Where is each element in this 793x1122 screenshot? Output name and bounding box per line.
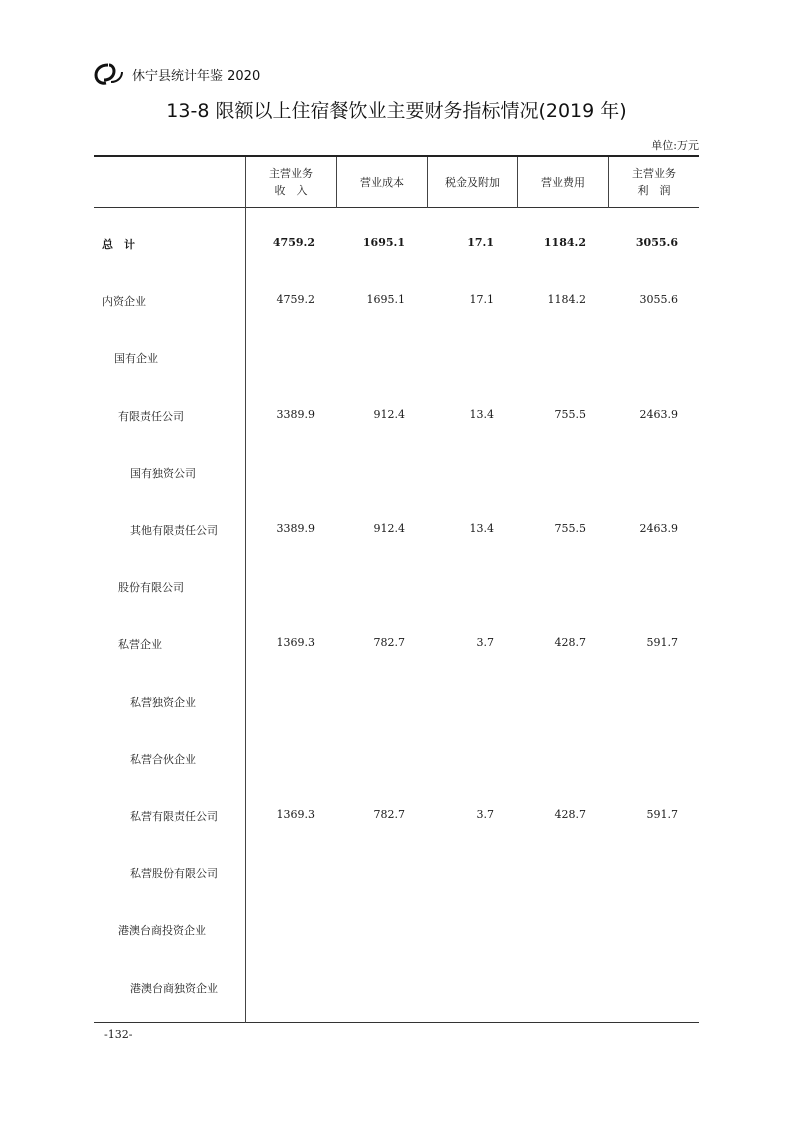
table-cell: 428.7: [554, 636, 586, 650]
table-row: [94, 694, 699, 714]
table-cell: 1369.3: [276, 808, 315, 821]
page-number: -132-: [104, 1028, 133, 1041]
row-label: 股份有限公司: [118, 581, 184, 595]
table-cell: 1695.1: [366, 293, 405, 307]
row-label: 港澳台商投资企业: [118, 924, 206, 938]
column-header-line: 营业费用: [541, 175, 585, 189]
table-row: [94, 808, 699, 828]
column-header-operating-expenses: [518, 157, 608, 207]
table-cell: 4759.2: [272, 236, 315, 249]
column-header-taxes: [428, 157, 517, 207]
row-label: 私营独资企业: [130, 695, 196, 709]
table-cell: 17.1: [469, 293, 494, 307]
table-row: [94, 922, 699, 942]
row-label: 内资企业: [102, 295, 146, 309]
table-row: [94, 465, 699, 485]
table-cell: 3055.6: [635, 236, 678, 249]
page-title: 13-8 限额以上住宿餐饮业主要财务指标情况(2019 年): [166, 100, 627, 122]
column-header-line: 利 润: [637, 184, 671, 197]
row-label: 有限责任公司: [118, 409, 184, 423]
yearbook-logo-icon: [94, 62, 124, 86]
table-cell: 2463.9: [639, 407, 678, 421]
table-row: [94, 636, 699, 656]
table-row: [94, 236, 699, 256]
table-bottom-rule: [94, 1022, 699, 1023]
table-cell: 912.4: [373, 522, 405, 535]
row-label: 其他有限责任公司: [130, 524, 218, 537]
table-row: [94, 350, 699, 370]
table-cell: 755.5: [554, 522, 586, 535]
table-row: [94, 751, 699, 771]
table-row: [94, 579, 699, 599]
table-cell: 1695.1: [362, 236, 405, 249]
row-label: 私营股份有限公司: [130, 867, 218, 881]
row-label: 总 计: [102, 238, 135, 251]
table-cell: 13.4: [469, 407, 494, 421]
table-cell: 1184.2: [543, 236, 586, 249]
row-label: 港澳台商独资企业: [130, 981, 218, 995]
table-cell: 2463.9: [639, 522, 678, 535]
table-cell: 591.7: [646, 636, 678, 650]
column-header-line: 收 入: [274, 184, 308, 197]
row-label: 国有独资公司: [130, 466, 196, 480]
table-cell: 4759.2: [276, 293, 315, 307]
column-header-line: 税金及附加: [445, 175, 500, 189]
table-cell: 13.4: [469, 522, 494, 535]
table-row: [94, 408, 699, 428]
column-header-main-revenue: [246, 157, 336, 207]
table-cell: 3.7: [476, 636, 494, 650]
column-header-main-profit: [609, 157, 699, 207]
table-cell: 3.7: [476, 808, 494, 821]
column-header-line: 主营业务: [269, 167, 313, 180]
table-cell: 3055.6: [639, 293, 678, 307]
book-title: 休宁县统计年鉴 2020: [132, 68, 261, 84]
table-cell: 3389.9: [276, 522, 315, 535]
table-row: [94, 865, 699, 885]
table-cell: 1184.2: [547, 293, 586, 307]
table-cell: 912.4: [373, 407, 405, 421]
column-header-line: 营业成本: [360, 175, 404, 189]
table-cell: 3389.9: [276, 407, 315, 421]
column-header-operating-cost: [337, 157, 427, 207]
table-cell: 17.1: [467, 236, 494, 249]
table-cell: 1369.3: [276, 636, 315, 650]
table-cell: 782.7: [373, 808, 405, 821]
table-row: [94, 522, 699, 542]
page-header: [94, 62, 260, 86]
row-label: 私营企业: [118, 638, 162, 652]
row-label: 国有企业: [114, 352, 158, 366]
table-row: [94, 980, 699, 1000]
table-row: [94, 293, 699, 313]
column-header-line: 主营业务: [632, 167, 676, 180]
table-cell: 591.7: [646, 808, 678, 821]
row-label: 私营合伙企业: [130, 752, 196, 766]
row-label: 私营有限责任公司: [130, 810, 218, 823]
table-cell: 428.7: [554, 808, 586, 821]
table-cell: 755.5: [554, 407, 586, 421]
table-cell: 782.7: [373, 636, 405, 650]
unit-label: 单位:万元: [651, 139, 699, 152]
